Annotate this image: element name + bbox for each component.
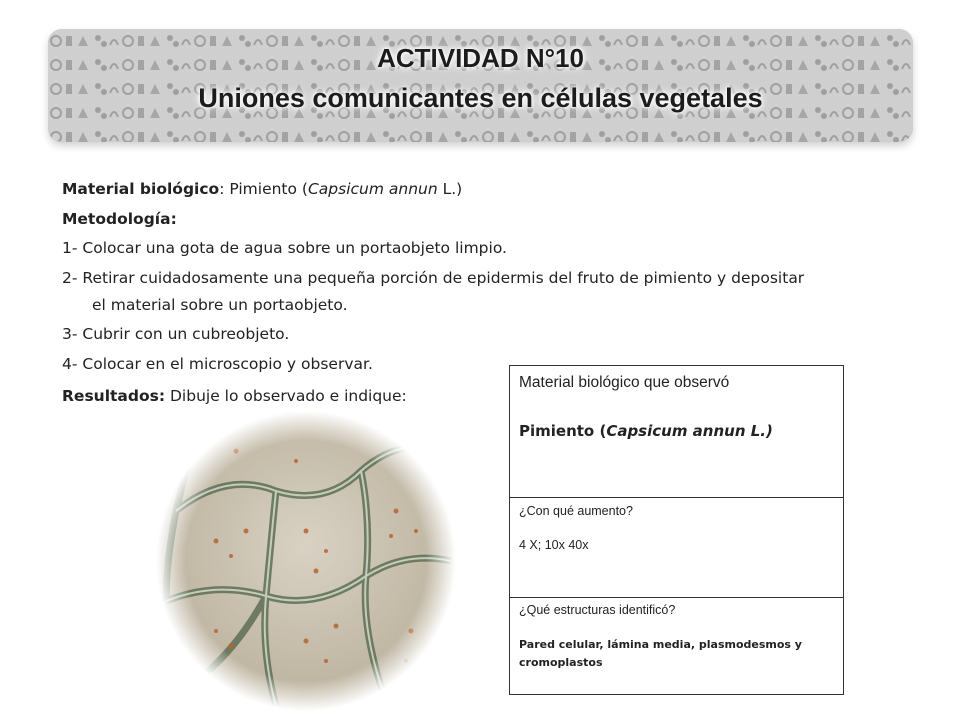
material-sep: : Pimiento (	[219, 180, 308, 198]
material-label: Material biológico	[62, 180, 220, 198]
answer-structures	[519, 636, 802, 672]
results-label: Resultados:	[62, 387, 166, 405]
material-species: Capsicum annun	[307, 180, 438, 198]
answer-magnification: 4 X; 10x 40x	[519, 538, 589, 552]
answer-structures-line1: Pared celular, lámina media, plasmodesmos y	[519, 638, 802, 651]
answer-material-prefix: Pimiento (	[519, 422, 607, 440]
methodology-heading: Metodología:	[62, 210, 177, 228]
step-2-continued: el material sobre un portaobjeto.	[92, 296, 348, 314]
question-material: Material biológico que observó	[519, 374, 730, 391]
page-title: Uniones comunicantes en células vegetales	[198, 83, 763, 113]
title-banner	[48, 29, 913, 142]
question-structures: ¿Qué estructuras identificó?	[519, 603, 676, 617]
table-row	[510, 498, 843, 598]
activity-number: ACTIVIDAD N°10	[377, 43, 584, 73]
step-3: 3- Cubrir con un cubreobjeto.	[62, 325, 290, 343]
step-1: 1- Colocar una gota de agua sobre un portaobjeto limpio.	[62, 239, 507, 257]
step-4: 4- Colocar en el microscopio y observar.	[62, 355, 373, 373]
micrograph-image	[156, 411, 456, 711]
answer-material-species: Capsicum annun L.)	[606, 422, 773, 440]
table-row	[510, 598, 843, 694]
answer-material	[519, 422, 773, 440]
material-author: L.)	[437, 180, 463, 198]
step-2: 2- Retirar cuidadosamente una pequeña porción de epidermis del fruto de pimiento y depositar	[62, 269, 805, 287]
results-table	[509, 365, 844, 695]
answer-structures-line2: cromoplastos	[519, 656, 603, 669]
material-line	[62, 179, 462, 199]
table-row	[510, 366, 843, 498]
results-line	[62, 386, 407, 406]
results-text: Dibuje lo observado e indique:	[165, 387, 407, 405]
question-magnification: ¿Con qué aumento?	[519, 504, 633, 518]
